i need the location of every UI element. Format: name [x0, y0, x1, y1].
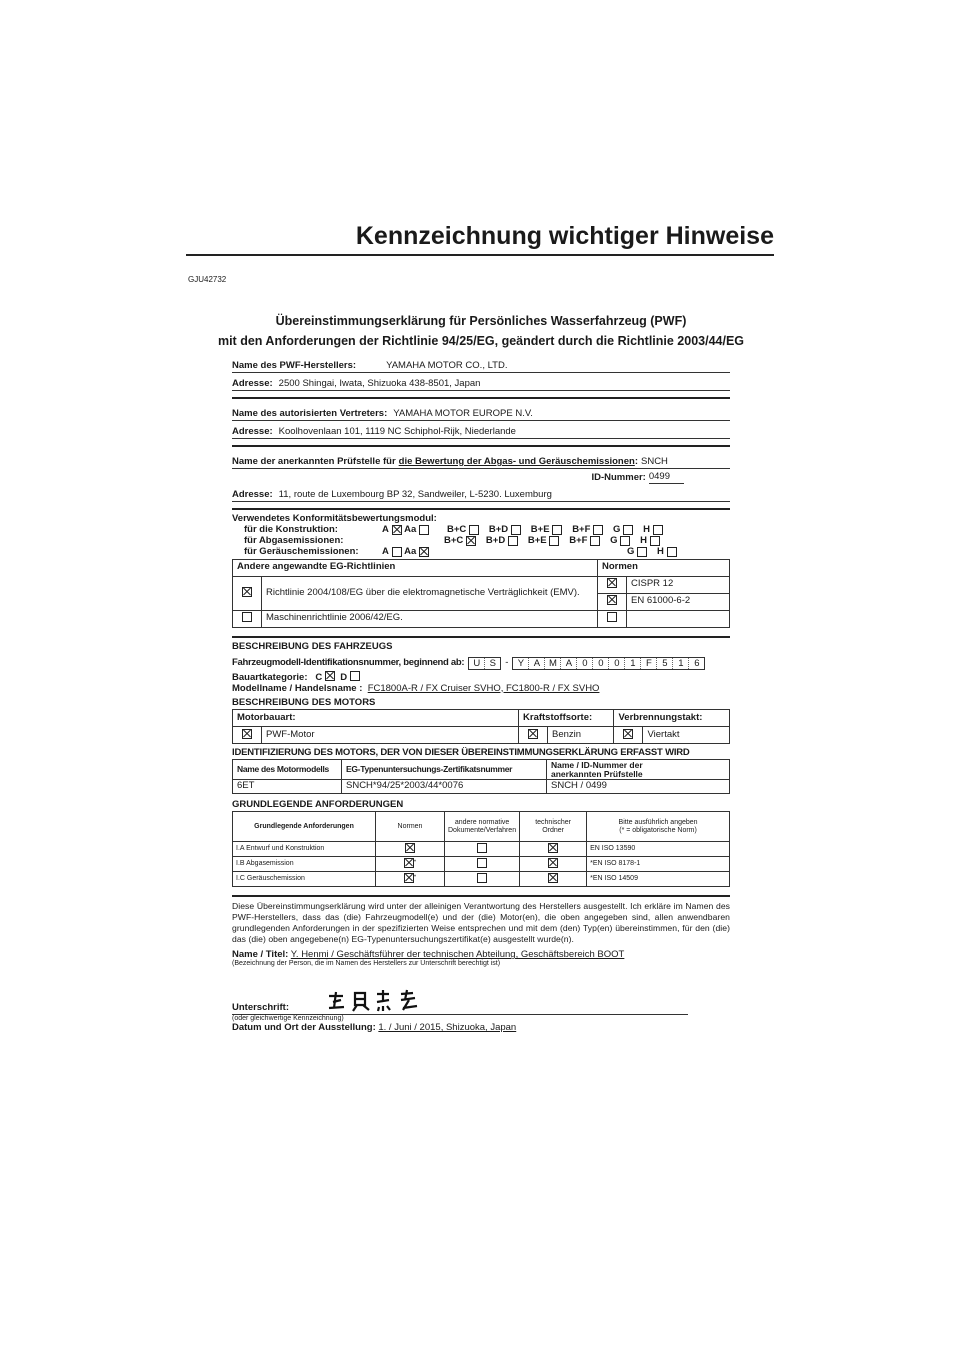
- norm-en61000: EN 61000-6-2: [627, 593, 730, 610]
- section-divider: [232, 508, 730, 510]
- table-row: I.A Entwurf und Konstruktion EN ISO 13590: [233, 842, 730, 857]
- model-row: Modellname / Handelsname : FC1800A-R / FX Cruiser SVHO, FC1800-R / FX SVHO: [232, 682, 600, 694]
- vin-label: Fahrzeugmodell-Identifikationsnummer, beginnend ab:: [232, 656, 465, 668]
- form-title-line2: mit den Anforderungen der Richtlinie 94/25/EG, geändert durch die Richtlinie 2003/44/EG: [217, 334, 745, 349]
- checkbox-checked: [528, 729, 538, 739]
- checkbox-empty: [419, 525, 429, 535]
- section-divider: [232, 445, 730, 447]
- name-title-row: Name / Titel: Y. Henmi / Geschäftsführer der technischen Abteilung, Geschäftsbereich BOOT: [232, 949, 625, 961]
- directives-table: [232, 559, 730, 628]
- requirements-table: Grundlegende Anforderungen Normen andere normative Dokumente/Verfahren technischer Ordner Bitte ausführlich angeben (* = obligatorische Norm) I.A Entwurf und Konstruktion EN ISO 13590 I.B Abgasemission * *EN ISO 8178-1 I.C Geräuschemission * *EN ISO 14509: [232, 811, 730, 887]
- address-label: Adresse:: [232, 425, 273, 437]
- category-row: Bauartkategorie: C D: [232, 671, 730, 684]
- model-value: FC1800A-R / FX Cruiser SVHO, FC1800-R / FX SVHO: [367, 682, 600, 694]
- section-divider: [232, 636, 730, 638]
- norm-cispr: CISPR 12: [627, 576, 730, 593]
- colon: :: [634, 455, 638, 467]
- representative-label: Name des autorisierten Vertreters:: [232, 407, 388, 419]
- manufacturer-value: YAMAHA MOTOR CO., LTD.: [386, 359, 508, 371]
- representative-value: YAMAHA MOTOR EUROPE N.V.: [393, 407, 533, 419]
- requirements-heading: GRUNDLEGENDE ANFORDERUNGEN: [232, 799, 404, 811]
- notified-body-label: Name der anerkannten Prüfstelle für: [232, 455, 396, 467]
- signature-row: [232, 988, 688, 1015]
- signature-note: (oder gleichwertige Kennzeichnung): [232, 1015, 344, 1023]
- checkbox-empty: [593, 525, 603, 535]
- name-title-value: Y. Henmi / Geschäftsführer der technischen Abteilung, Geschäftsbereich BOOT: [290, 949, 625, 961]
- engine-table: Motorbauart: Kraftstoffsorte: Verbrennungstakt: PWF-Motor Benzin Viertakt: [232, 709, 730, 744]
- checkbox-empty: [637, 547, 647, 557]
- signature-image: [289, 988, 429, 1014]
- table-row: I.C Geräuschemission * *EN ISO 14509: [233, 872, 730, 887]
- checkbox-empty: [590, 536, 600, 546]
- representative-address-field: [232, 421, 730, 439]
- checkbox-checked: [466, 536, 476, 546]
- manufacturer-field: [232, 355, 730, 373]
- ident-heading: IDENTIFIZIERUNG DES MOTORS, DER VON DIESER ÜBEREINSTIMMUNGSERKLÄRUNG ERFASST WIRD: [232, 747, 690, 759]
- id-label: ID-Nummer:: [591, 471, 646, 483]
- manufacturer-address: 2500 Shingai, Iwata, Shizuoka 438-8501, Japan: [278, 377, 481, 389]
- engine-heading: BESCHREIBUNG DES MOTORS: [232, 697, 376, 709]
- checkbox-checked: [419, 547, 429, 557]
- module-row-construction: für die Konstruktion: A Aa B+C B+D B+E B+F G H: [232, 525, 730, 536]
- checkbox-empty: [653, 525, 663, 535]
- form-title-line1: Übereinstimmungserklärung für Persönliches Wasserfahrzeug (PWF): [275, 314, 687, 328]
- checkbox-checked: [242, 729, 252, 739]
- date-row: Datum und Ort der Ausstellung: 1. / Juni / 2015, Shizuoka, Japan: [232, 1022, 517, 1034]
- checkbox-empty: [623, 525, 633, 535]
- checkbox-empty: [549, 536, 559, 546]
- declaration-form: [217, 314, 745, 1034]
- document-code: GJU42732: [188, 275, 227, 284]
- checkbox-checked: [623, 729, 633, 739]
- checkbox-empty: [242, 612, 252, 622]
- module-row-noise: für Geräuschemissionen: A Aa G H: [232, 547, 730, 558]
- id-value: 0499: [649, 472, 684, 484]
- vin-row: Fahrzeugmodell-Identifikationsnummer, beginnend ab: U S - Y A M A 0 0 0 1 F 5 1 6: [232, 657, 730, 670]
- notified-body-address-field: [232, 484, 730, 502]
- directive-machinery: Maschinenrichtlinie 2006/42/EG.: [262, 610, 598, 627]
- checkbox-checked: [325, 671, 335, 681]
- checkbox-checked: [242, 587, 252, 597]
- id-number-row: [232, 469, 730, 484]
- representative-field: [232, 403, 730, 421]
- checkbox-empty: [469, 525, 479, 535]
- representative-address: Koolhovenlaan 101, 1119 NC Schiphol-Rijk, Niederlande: [278, 425, 516, 437]
- checkbox-empty: [552, 525, 562, 535]
- signature-label: Unterschrift:: [232, 1002, 290, 1014]
- section-divider: [232, 397, 730, 399]
- name-note: (Bezeichnung der Person, die im Namen des Herstellers zur Unterschrift berechtigt ist): [232, 960, 501, 968]
- statement-paragraph: Diese Übereinstimmungserklärung wird unter der alleinigen Verantwortung des Herstellers ausgestellt. Ich erkläre im Namen des PWF-Herstellers, dass das (die) Fahrzeugmodell(e) und der (die) Motor(en), die oben angegeben sind, allen anwendbaren grundlegenden Anforderungen in der spezifizierten Weise entsprechen und mit dem (den) Typ(en) übereinstimmen, für den (die) das (die) oben angegebene(n) EG-Typenuntersuchungszertifikat(e) ausgestellt wurde(n).: [232, 901, 730, 944]
- directives-header: Andere angewandte EG-Richtlinien: [233, 559, 598, 576]
- checkbox-checked: [607, 578, 617, 588]
- module-row-emission: für Abgasemissionen: B+C B+D B+E B+F G H: [232, 536, 730, 547]
- checkbox-checked: [607, 595, 617, 605]
- section-divider: [232, 895, 730, 897]
- checkbox-empty: [667, 547, 677, 557]
- notified-body-value: SNCH: [641, 455, 668, 467]
- checkbox-empty: [620, 536, 630, 546]
- notified-body-address: 11, route de Luxembourg BP 32, Sandweiler, L-5230. Luxemburg: [278, 488, 552, 500]
- table-row: I.B Abgasemission * *EN ISO 8178-1: [233, 857, 730, 872]
- date-value: 1. / Juni / 2015, Shizuoka, Japan: [378, 1022, 517, 1034]
- checkbox-empty: [508, 536, 518, 546]
- notified-body-label-underlined: die Bewertung der Abgas- und Geräuschemissionen: [398, 455, 635, 467]
- vin-prefix-boxes: U S: [468, 657, 501, 670]
- checkbox-empty: [392, 547, 402, 557]
- vehicle-heading: BESCHREIBUNG DES FAHRZEUGS: [232, 640, 393, 652]
- checkbox-empty: [511, 525, 521, 535]
- checkbox-empty: [607, 612, 617, 622]
- address-label: Adresse:: [232, 377, 273, 389]
- directive-emc: Richtlinie 2004/108/EG über die elektromagnetische Verträglichkeit (EMV).: [262, 576, 598, 610]
- manufacturer-label: Name des PWF-Herstellers:: [232, 359, 357, 371]
- notified-body-field: [232, 451, 730, 469]
- module-heading: Verwendetes Konformitätsbewertungsmodul:: [232, 512, 437, 524]
- vin-code-boxes: Y A M A 0 0 0 1 F 5 1 6: [512, 657, 705, 670]
- ident-table: Name des Motormodells EG-Typenuntersuchungs-Zertifikatsnummer Name / ID-Nummer der anerkannten Prüfstelle 6ET SNCH*94/25*2003/44*0076 SNCH / 0499: [232, 759, 730, 794]
- title-rule: [186, 254, 774, 256]
- address-label: Adresse:: [232, 488, 273, 500]
- norms-header: Normen: [598, 559, 730, 576]
- checkbox-empty: [650, 536, 660, 546]
- manufacturer-address-field: [232, 373, 730, 391]
- page-title: Kennzeichnung wichtiger Hinweise: [355, 222, 774, 250]
- checkbox-empty: [350, 671, 360, 681]
- checkbox-checked: [392, 525, 402, 535]
